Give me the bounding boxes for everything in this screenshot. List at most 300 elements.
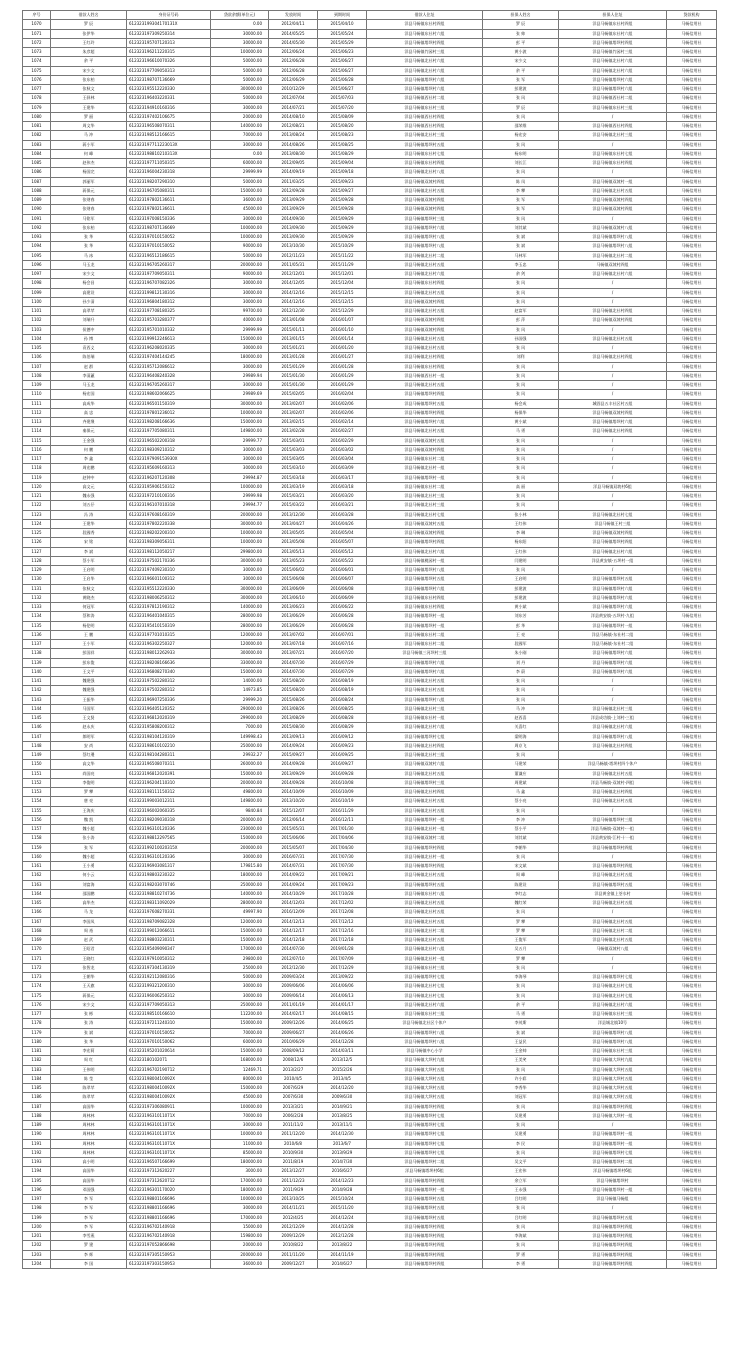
cell-col-balance: 11000.00 [211,1139,269,1148]
table-row [23,251,717,260]
cell-col-guarantor-address: 洋县马畅镇北社村二组 [559,926,667,935]
cell-col-due-date: 2016/03/04 [318,455,367,464]
table-row [23,575,717,584]
cell-col-guarantor-address: 洋县马畅镇塔坝村六组 [559,75,667,84]
cell-col-guarantor: 李 民 [483,1139,559,1148]
table-row [23,667,717,676]
cell-col-id-number: 612323197210100316 [127,492,211,501]
cell-col-borrower: 高小明 [51,1158,127,1167]
cell-col-institution: 马畅信用社 [667,658,717,667]
cell-col-guarantor: 张 风 [483,140,559,149]
cell-col-borrower-address: 洋县马畅镇塔坝村八组 [367,242,483,251]
cell-col-borrower: 王启华 [51,575,127,584]
cell-col-borrower-address: 洋县马畅镇塔坝村四组 [367,1176,483,1185]
cell-col-institution: 马畅信用社 [667,519,717,528]
cell-col-guarantor-address: 洋县马畅镇塔坝村六组 [559,649,667,658]
cell-col-seq: 1121 [23,492,51,501]
cell-col-borrower-address: 洋县马畅镇塔坝村七组 [367,1139,483,1148]
cell-col-seq: 1195 [23,1176,51,1185]
cell-col-issue-date: 2014/12/18 [269,936,318,945]
cell-col-borrower: 黄晓杰 [51,593,127,602]
cell-col-guarantor-address: 洋县马畅镇塔坝村一组 [559,1185,667,1194]
cell-col-id-number: 612323198112050217 [127,547,211,556]
cell-col-borrower-address: 洋县马畅镇北社区个体户 [367,1019,483,1028]
cell-col-seq: 1116 [23,445,51,454]
table-row [23,843,717,852]
cell-col-seq: 1087 [23,177,51,186]
cell-col-seq: 1204 [23,1259,51,1268]
cell-col-id-number: 612323197608160319 [127,510,211,519]
cell-col-balance: 29989.94 [211,371,269,380]
cell-col-guarantor-address: / [559,168,667,177]
cell-col-guarantor-address: / [559,381,667,390]
cell-col-issue-date: 2014/09/24 [269,741,318,750]
cell-col-id-number: 612323197802136611 [127,196,211,205]
cell-col-borrower: 王红玲 [51,38,127,47]
cell-col-balance: 299800.00 [211,547,269,556]
cell-col-seq: 1146 [23,723,51,732]
cell-col-guarantor-address: 洋县马畅镇竹园村三组 [559,48,667,57]
cell-col-guarantor: 张 风 [483,908,559,917]
cell-col-seq: 1072 [23,38,51,47]
cell-col-due-date: 2016/01/14 [318,334,367,343]
cell-col-issue-date: 2010/8/22 [269,1241,318,1250]
cell-col-guarantor-address: 洋县马畅镇塔坝村四组 [559,38,667,47]
cell-col-borrower-address: 洋县马畅镇塔坝村二组 [367,1158,483,1167]
cell-col-borrower: 张 华 [51,242,127,251]
cell-col-issue-date: 2014/09/28 [269,760,318,769]
cell-col-balance: 30000.00 [211,852,269,861]
cell-col-borrower-address: 洋县马畅镇塔坝村四组 [367,843,483,852]
cell-col-institution: 马畅信用社 [667,149,717,158]
cell-col-borrower: 何小云 [51,871,127,880]
cell-col-institution: 马畅信用社 [667,168,717,177]
cell-col-seq: 1199 [23,1213,51,1222]
cell-col-borrower: 马玉龙 [51,260,127,269]
cell-col-guarantor: 张 风 [483,1222,559,1231]
cell-col-id-number: 612323196310120336 [127,852,211,861]
cell-col-institution: 马畅信用社 [667,825,717,834]
table-row [23,48,717,57]
table-row [23,797,717,806]
cell-col-guarantor: 张 风 [483,297,559,306]
cell-col-guarantor-address: 洋县马畅镇塔坝村三组 [559,815,667,824]
header-col-borrower: 借款人姓名 [51,11,127,20]
cell-col-id-number: 612323196907250336 [127,695,211,704]
cell-col-due-date: 2015/12/01 [318,270,367,279]
cell-col-id-number: 612323196808270340 [127,667,211,676]
cell-col-borrower: 宋少文 [51,1000,127,1009]
cell-col-id-number: 612323196408240328 [127,371,211,380]
cell-col-guarantor: 刘冠军 [483,1093,559,1102]
cell-col-borrower: 李 辉 [51,1250,127,1259]
cell-col-due-date: 2015/11/29 [318,260,367,269]
cell-col-seq: 1079 [23,103,51,112]
cell-col-guarantor: 罗 辰 [483,103,559,112]
cell-col-seq: 1197 [23,1195,51,1204]
cell-col-institution: 马畅信用社 [667,575,717,584]
cell-col-institution: 马畅信用社 [667,353,717,362]
cell-col-guarantor-address: 洋县马畅镇大坝村五组 [559,1074,667,1083]
cell-col-issue-date: 2013/09/29 [269,769,318,778]
cell-col-balance: 20000.00 [211,112,269,121]
cell-col-guarantor-address: 洋县黄安镇-五坝村一组 [559,556,667,565]
table-row [23,658,717,667]
table-row [23,1037,717,1046]
cell-col-issue-date: 2013/05/13 [269,547,318,556]
cell-col-guarantor: 张 风 [483,1121,559,1130]
cell-col-issue-date: 2009/06/06 [269,982,318,991]
cell-col-balance: 100000.00 [211,482,269,491]
cell-col-id-number: 612323195512220330 [127,584,211,593]
table-row [23,418,717,427]
cell-col-issue-date: 2013/07/02 [269,630,318,639]
cell-col-id-number: 612323198006250312 [127,593,211,602]
header-col-issue-date: 发放时间 [269,11,318,20]
cell-col-due-date: 2016/02/06 [318,399,367,408]
cell-col-institution: 马畅信用社 [667,963,717,972]
cell-col-due-date: 2016/08/28 [318,714,367,723]
cell-col-id-number: 612323196107010318 [127,501,211,510]
cell-col-balance: 49800.00 [211,788,269,797]
cell-col-due-date: 2014/7/30 [318,1158,367,1167]
cell-col-balance: 50000.00 [211,94,269,103]
cell-col-id-number: 612323198707136669 [127,75,211,84]
cell-col-guarantor: 张 风 [483,492,559,501]
cell-col-guarantor-address: 洋县马畅镇塔坝村二组 [559,1158,667,1167]
cell-col-borrower-address: 洋县马畅镇塔坝村六组 [367,85,483,94]
cell-col-institution: 马畅信用社 [667,1010,717,1019]
table-row [23,1093,717,1102]
cell-col-seq: 1150 [23,760,51,769]
cell-col-guarantor: 黄小斌 [483,603,559,612]
cell-col-institution: 马畅信用社 [667,806,717,815]
cell-col-borrower-address: 洋县马畅镇塔坝村六组 [367,418,483,427]
cell-col-guarantor: 张 风 [483,390,559,399]
cell-col-institution: 马畅信用社 [667,667,717,676]
cell-col-institution: 马畅信用社 [667,751,717,760]
cell-col-due-date: 2017/07/30 [318,862,367,871]
cell-col-due-date: 2016/05/04 [318,529,367,538]
cell-col-balance: 180000.00 [211,1185,269,1194]
cell-col-borrower-address: 洋县马畅镇北社村八组 [367,168,483,177]
cell-col-seq: 1138 [23,649,51,658]
cell-col-issue-date: 2013/12/30 [269,510,318,519]
cell-col-institution: 马畅信用社 [667,880,717,889]
cell-col-due-date: 2015/08/29 [318,149,367,158]
cell-col-institution: 马畅信用社 [667,741,717,750]
table-row [23,177,717,186]
cell-col-institution: 马畅信用社 [667,593,717,602]
cell-col-borrower: 张财春 [51,205,127,214]
cell-col-due-date: 2016/01/29 [318,371,367,380]
cell-col-id-number: 61232319631011071X [127,1121,211,1130]
header-col-guarantor-address: 担保人住址 [559,11,667,20]
cell-col-borrower-address: 洋县马畅镇双坡村二组 [367,834,483,843]
cell-col-borrower: 罗 辰 [51,20,127,29]
cell-col-borrower: 王建华 [51,103,127,112]
cell-col-institution: 马畅信用社 [667,982,717,991]
cell-col-due-date: 2017/04/30 [318,843,367,852]
cell-col-borrower: 张智龙 [51,963,127,972]
cell-col-guarantor-address: 洋县黄金镇上荃水村 [559,889,667,898]
cell-col-institution: 马畅信用社 [667,862,717,871]
cell-col-seq: 1097 [23,270,51,279]
cell-col-institution: 马畅信用社 [667,1241,717,1250]
cell-col-institution: 马畅信用社 [667,1204,717,1213]
cell-col-guarantor: 王美笑 [483,1056,559,1065]
cell-col-seq: 1112 [23,408,51,417]
cell-col-borrower-address: 洋县马畅镇北社村五组 [367,769,483,778]
cell-col-institution: 马畅信用社 [667,455,717,464]
cell-col-balance: 100000.00 [211,408,269,417]
cell-col-balance: 170000.00 [211,1213,269,1222]
cell-col-borrower-address: 洋县马畅镇西社村四组 [367,112,483,121]
cell-col-borrower: 王建华 [51,519,127,528]
cell-col-id-number: 612323197909153930X [127,455,211,464]
cell-col-balance: 30000.00 [211,1121,269,1130]
cell-col-id-number: 612323192112080316 [127,973,211,982]
cell-col-guarantor-address: 洋县黄安镇-五坝村-九组 [559,612,667,621]
cell-col-borrower: 邵国鹏 [51,889,127,898]
cell-col-borrower: 张秋文 [51,584,127,593]
cell-col-issue-date: 2010/9/30 [269,1148,318,1157]
cell-col-borrower: 秦保元 [51,427,127,436]
cell-col-borrower-address: 洋县马畅镇北社村三组 [367,131,483,140]
cell-col-guarantor-address: 洋县马畅镇-双坡村-四组 [559,778,667,787]
cell-col-borrower: 王 鹏 [51,630,127,639]
cell-col-institution: 马畅信用社 [667,815,717,824]
cell-col-guarantor: 彭 平 [483,38,559,47]
table-row [23,1167,717,1176]
cell-col-due-date: 2016/07/01 [318,630,367,639]
cell-col-institution: 马畅信用社 [667,566,717,575]
cell-col-seq: 1128 [23,556,51,565]
table-row [23,464,717,473]
cell-col-guarantor-address: 洋县马畅镇塔坝村八组 [559,242,667,251]
cell-col-due-date: 2016/10/08 [318,778,367,787]
cell-col-borrower-address: 洋县马畅镇塔坝村四组 [367,390,483,399]
cell-col-guarantor: 张 风 [483,1204,559,1213]
cell-col-issue-date: 2012/4/25 [269,1213,318,1222]
cell-col-institution: 马畅信用社 [667,464,717,473]
cell-col-id-number: 612323199912246613 [127,334,211,343]
cell-col-guarantor-address: 洋县马畅镇北社村三组 [559,131,667,140]
cell-col-balance: 25000.00 [211,963,269,972]
cell-col-guarantor-address: 洋县马畅镇塔坝村四组 [559,1102,667,1111]
cell-col-due-date: 2015/08/25 [318,140,367,149]
cell-col-due-date: 2016/07/16 [318,640,367,649]
cell-col-balance: 168000.00 [211,1056,269,1065]
cell-col-due-date: 2016/6/27 [318,1167,367,1176]
cell-col-issue-date: 2013/03/19 [269,482,318,491]
cell-col-id-number: 612323198803230322 [127,871,211,880]
cell-col-guarantor: 张 风 [483,695,559,704]
cell-col-id-number: 612323197812190312 [127,603,211,612]
cell-col-borrower-address: 洋县马畅镇北社村三组 [367,492,483,501]
cell-col-balance: 29994.87 [211,473,269,482]
cell-col-borrower-address: 洋县马畅镇塔坝村六组 [367,223,483,232]
cell-col-borrower-address: 洋县马畅镇北社村五组 [367,186,483,195]
cell-col-borrower-address: 洋县马畅镇塔坝村七组 [367,1121,483,1130]
cell-col-borrower: 魏建强 [51,686,127,695]
cell-col-institution: 马畅信用社 [667,427,717,436]
cell-col-guarantor-address: 洋县马畅镇双坡村一组 [559,177,667,186]
cell-col-borrower: 赵永庆 [51,723,127,732]
cell-col-guarantor: 张 风 [483,1065,559,1074]
cell-col-guarantor: 马林军 [483,251,559,260]
cell-col-institution: 马畅信用社 [667,630,717,639]
cell-col-guarantor: 张小林 [483,510,559,519]
cell-col-guarantor-address: / [559,473,667,482]
cell-col-seq: 1127 [23,547,51,556]
cell-col-seq: 1139 [23,658,51,667]
cell-col-guarantor: 吴文平 [483,1158,559,1167]
cell-col-guarantor: 黄小斌 [483,418,559,427]
cell-col-guarantor-address: 洋县马畅镇双坡村四组 [559,316,667,325]
cell-col-borrower-address: 洋县马畅镇塔坝村五组 [367,399,483,408]
cell-col-institution: 马畅信用社 [667,492,717,501]
cell-col-guarantor: 张 风 [483,362,559,371]
cell-col-guarantor: 刘其斌 [483,223,559,232]
cell-col-balance: 50000.00 [211,973,269,982]
cell-col-borrower-address: 洋县马畅镇中心小学 [367,1047,483,1056]
cell-col-balance: 30000.00 [211,38,269,47]
cell-col-borrower-address: 洋县马畅镇双坡村四组 [367,316,483,325]
cell-col-institution: 马畅信用社 [667,936,717,945]
cell-col-borrower-address: 洋县马畅镇塔坝村七组 [367,1130,483,1139]
cell-col-due-date: 2015/09/27 [318,186,367,195]
cell-col-balance: 180000.00 [211,1158,269,1167]
table-row [23,714,717,723]
cell-col-issue-date: 2013/06/23 [269,603,318,612]
cell-col-borrower: 蒋小军 [51,140,127,149]
cell-col-seq: 1176 [23,1000,51,1009]
cell-col-institution: 马畅信用社 [667,94,717,103]
table-row [23,455,717,464]
cell-col-seq: 1091 [23,214,51,223]
cell-col-due-date: 2015/12/15 [318,288,367,297]
cell-col-borrower-address: 洋县马畅镇塔坝村五组 [367,880,483,889]
cell-col-issue-date: 2012/09/05 [269,159,318,168]
cell-col-borrower: 蒋保元 [51,186,127,195]
table-row [23,233,717,242]
cell-col-borrower-address: 洋县马畅镇双坡村五组 [367,519,483,528]
cell-col-guarantor: 梁明海 [483,732,559,741]
cell-col-guarantor-address: 洋县马畅镇双坡村四组 [559,196,667,205]
cell-col-institution: 马畅信用社 [667,482,717,491]
cell-col-balance: 149998.43 [211,732,269,741]
cell-col-guarantor-address: 洋县马畅镇北社村六组 [559,1000,667,1009]
cell-col-guarantor-address: 洋县马畅镇塔坝村六组 [559,85,667,94]
cell-col-id-number: 612323198801166696 [127,1204,211,1213]
cell-col-borrower: 唐 亮 [51,797,127,806]
cell-col-id-number: 612323198512166615 [127,131,211,140]
cell-col-due-date: 2015/06/27 [318,66,367,75]
cell-col-seq: 1189 [23,1121,51,1130]
cell-col-issue-date: 2009/12/26 [269,1019,318,1028]
cell-col-balance: 50000.00 [211,251,269,260]
cell-col-id-number: 612323195201020614 [127,1047,211,1056]
cell-col-guarantor: 段國军 [483,640,559,649]
cell-col-balance: 300000.00 [211,649,269,658]
table-row [23,279,717,288]
cell-col-seq: 1185 [23,1084,51,1093]
cell-col-guarantor: 王金帅 [483,1047,559,1056]
cell-col-institution: 马畅信用社 [667,991,717,1000]
cell-col-issue-date: 2014/12/03 [269,899,318,908]
cell-col-id-number: 612323196004230318 [127,168,211,177]
cell-col-guarantor: 张 斌 [483,242,559,251]
cell-col-issue-date: 2014/07/21 [269,103,318,112]
table-row [23,205,717,214]
cell-col-seq: 1117 [23,455,51,464]
cell-col-borrower-address: 洋县马畅镇双坡村五组 [367,436,483,445]
cell-col-balance: 180000.00 [211,871,269,880]
cell-col-seq: 1180 [23,1037,51,1046]
cell-col-guarantor-address: / [559,695,667,704]
cell-col-balance: 280000.00 [211,621,269,630]
cell-col-borrower-address: 洋县马畅镇东社村六组 [367,29,483,38]
cell-col-institution: 马畅信用社 [667,381,717,390]
cell-col-id-number: 612323199812130316 [127,288,211,297]
cell-col-borrower: 周林林 [51,1111,127,1120]
cell-col-issue-date: 2015/08/20 [269,686,318,695]
cell-col-due-date: 2015/09/04 [318,159,367,168]
cell-col-guarantor: 董谦应 [483,769,559,778]
cell-col-id-number: 61232319800410092X [127,1084,211,1093]
cell-col-institution: 马畅信用社 [667,584,717,593]
cell-col-borrower-address: 洋县马畅镇北社村五组 [367,344,483,353]
cell-col-guarantor-address: 洋县马畅镇塔坝村四组 [559,862,667,871]
cell-col-issue-date: 2015/03/01 [269,436,318,445]
cell-col-due-date: 2017/12/16 [318,926,367,935]
cell-col-borrower-address: 洋县马畅镇西社村一组 [367,371,483,380]
cell-col-issue-date: 2012/07/10 [269,954,318,963]
cell-col-seq: 1156 [23,815,51,824]
cell-col-borrower: 刘瑞升 [51,316,127,325]
cell-col-due-date: 2014/08/15 [318,1010,367,1019]
cell-col-guarantor-address: 洋县马畅镇西社村二组 [559,94,667,103]
cell-col-institution: 马畅信用社 [667,436,717,445]
cell-col-institution: 马畅信用社 [667,196,717,205]
cell-col-balance: 29932.27 [211,751,269,760]
cell-col-borrower: 王文贤 [51,714,127,723]
cell-col-guarantor-address: 洋县马畅镇塔坝村七组 [559,1148,667,1157]
cell-col-borrower: 尚国亮 [51,769,127,778]
cell-col-borrower: 张 彬 [51,1010,127,1019]
table-row [23,362,717,371]
cell-col-institution: 马畅信用社 [667,1037,717,1046]
cell-col-borrower-address: 洋县马畅镇北社村二组 [367,926,483,935]
cell-col-institution: 马畅信用社 [667,1195,717,1204]
cell-col-due-date: 2016/09/12 [318,732,367,741]
cell-col-borrower-address: 洋县马畅镇北社村五组 [367,260,483,269]
cell-col-guarantor: 张 风 [483,288,559,297]
cell-col-borrower-address: 洋县马畅镇塔坝村八组 [367,1028,483,1037]
cell-col-guarantor: 张 风 [483,1148,559,1157]
cell-col-seq: 1170 [23,945,51,954]
cell-col-due-date: 2016/10/09 [318,788,367,797]
cell-col-borrower-address: 洋县马畅镇大坝村五组 [367,1084,483,1093]
cell-col-issue-date: 2011/05/31 [269,260,318,269]
table-row [23,140,717,149]
cell-col-balance: 30000.00 [211,344,269,353]
cell-col-due-date: 2016/06/09 [318,593,367,602]
cell-col-seq: 1101 [23,307,51,316]
cell-col-seq: 1155 [23,806,51,815]
cell-col-guarantor: 周建斌 [483,778,559,787]
